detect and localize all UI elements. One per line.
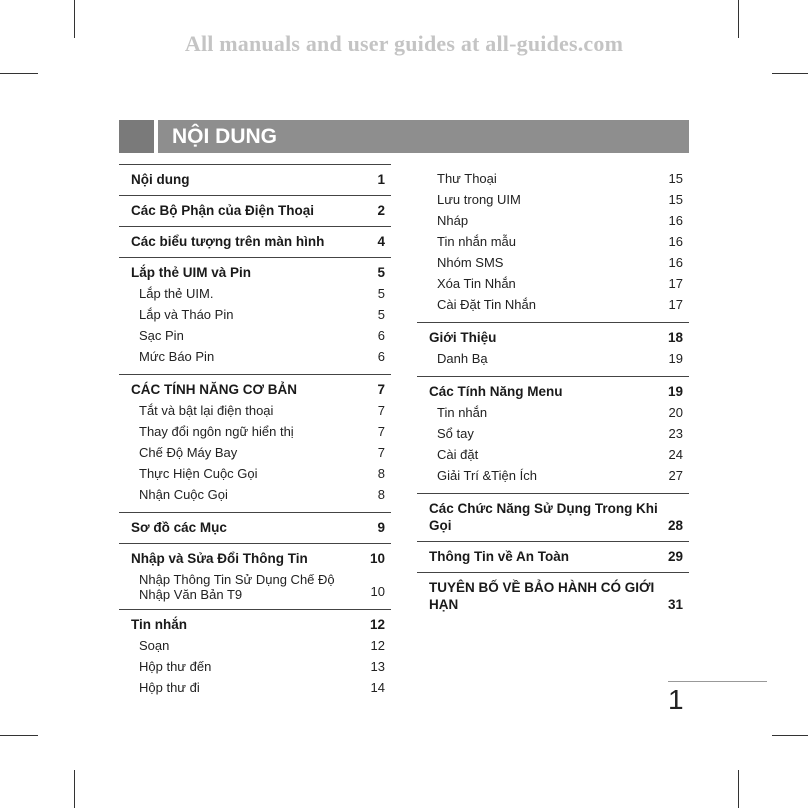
toc-subentry-title: Tin nhắn mẫu <box>437 234 517 249</box>
toc-entry[interactable] <box>119 550 391 567</box>
toc-left-column <box>119 164 391 705</box>
toc-section <box>417 493 689 541</box>
watermark: All manuals and user guides at all-guides.com <box>184 31 624 56</box>
toc-subentry-page: 7 <box>377 403 385 418</box>
toc-subentry[interactable] <box>119 346 391 367</box>
crop-mark <box>74 770 75 808</box>
crop-mark <box>0 73 38 74</box>
toc-entry-title: Các biểu tượng trên màn hình <box>131 234 325 249</box>
toc-subentry-page: 6 <box>377 349 385 364</box>
toc-entry-title: Giới Thiệu <box>429 330 497 345</box>
toc-section <box>417 376 689 493</box>
toc-entry-page: 31 <box>667 597 683 612</box>
toc-subentry[interactable] <box>119 442 391 463</box>
toc-subentry-page: 17 <box>668 276 683 291</box>
toc-entry-title: Tin nhắn <box>131 617 187 632</box>
toc-entry[interactable] <box>119 381 391 398</box>
toc-entry[interactable] <box>417 500 689 534</box>
toc-subentry-page: 8 <box>377 466 385 481</box>
toc-subentry[interactable] <box>417 168 689 189</box>
toc-subentry[interactable] <box>119 283 391 304</box>
toc-subentry[interactable] <box>119 484 391 505</box>
toc-subentry[interactable] <box>417 273 689 294</box>
toc-section <box>119 226 391 257</box>
toc-subentry[interactable] <box>417 348 689 369</box>
toc-entry-title: Nội dung <box>131 172 190 187</box>
toc-subentry-title: Cài đặt <box>437 447 479 462</box>
toc-subentry-page: 20 <box>668 405 683 420</box>
toc-subentry-page: 16 <box>668 255 683 270</box>
toc-subentry-page: 5 <box>377 307 385 322</box>
toc-subentry-title: Hộp thư đến <box>139 659 212 674</box>
header-accent-block <box>119 120 154 153</box>
toc-entry[interactable] <box>417 579 689 613</box>
toc-subentry-page: 5 <box>377 286 385 301</box>
toc-subentry[interactable] <box>417 231 689 252</box>
toc-entry[interactable] <box>119 233 391 250</box>
toc-subentry-title: Danh Bạ <box>437 351 488 366</box>
toc-subentry[interactable] <box>119 677 391 698</box>
toc-subentry-title: Chế Độ Máy Bay <box>139 445 238 460</box>
toc-subentry[interactable] <box>417 402 689 423</box>
toc-subentry-page: 13 <box>370 659 385 674</box>
toc-subentry-title: Thư Thoại <box>437 171 497 186</box>
toc-subentry[interactable] <box>417 465 689 486</box>
toc-subentry[interactable] <box>417 444 689 465</box>
toc-subentry-title: Nhóm SMS <box>437 255 504 270</box>
toc-subentry-page: 27 <box>668 468 683 483</box>
toc-subentry-title: Lắp thẻ UIM. <box>139 286 214 301</box>
toc-subentry-title: Giải Trí &Tiện Ích <box>437 468 537 483</box>
toc-entry-title: CÁC TÍNH NĂNG CƠ BẢN <box>131 382 298 397</box>
toc-subentry-title: Thực Hiện Cuộc Gọi <box>139 466 258 481</box>
toc-subentry-page: 12 <box>370 638 385 653</box>
page-title: NỘI DUNG <box>158 120 689 153</box>
toc-entry-title: Lắp thẻ UIM và Pin <box>131 265 252 280</box>
toc-subentry-title: Nhận Cuộc Gọi <box>139 487 228 502</box>
toc-entry[interactable] <box>417 548 689 565</box>
toc-entry[interactable] <box>119 519 391 536</box>
toc-entry-title: Sơ đồ các Mục <box>131 520 227 535</box>
toc-entry[interactable] <box>417 329 689 346</box>
toc-section <box>119 374 391 512</box>
toc-subentry-title: Lắp và Tháo Pin <box>139 307 234 322</box>
toc-subentry[interactable] <box>119 400 391 421</box>
toc-section <box>417 541 689 572</box>
crop-mark <box>0 735 38 736</box>
toc-section <box>119 512 391 543</box>
toc-subentry-page: 16 <box>668 213 683 228</box>
toc-subentry-title: Lưu trong UIM <box>437 192 521 207</box>
toc-entry-page: 9 <box>377 520 385 535</box>
toc-right-column <box>417 164 689 620</box>
toc-subentry-page: 8 <box>377 487 385 502</box>
toc-entry[interactable] <box>119 264 391 281</box>
toc-subentry[interactable] <box>119 304 391 325</box>
toc-subentry-title: Cài Đặt Tin Nhắn <box>437 297 536 312</box>
toc-subentry[interactable] <box>119 463 391 484</box>
toc-subentry-title: Tắt và bật lại điện thoại <box>139 403 274 418</box>
toc-subentry[interactable] <box>119 569 391 602</box>
toc-subentry-title: Hộp thư đi <box>139 680 200 695</box>
toc-entry-page: 4 <box>377 234 385 249</box>
toc-entry[interactable] <box>417 383 689 400</box>
toc-entry-title: Các Tính Năng Menu <box>429 384 563 399</box>
toc-entry[interactable] <box>119 616 391 633</box>
toc-section <box>417 322 689 376</box>
toc-subentry[interactable] <box>417 252 689 273</box>
toc-section <box>119 164 391 195</box>
toc-entry-title: TUYÊN BỐ VỀ BẢO HÀNH CÓ GIỚI HẠN <box>429 580 655 612</box>
toc-section <box>119 543 391 609</box>
toc-subentry[interactable] <box>119 656 391 677</box>
toc-subentry-page: 17 <box>668 297 683 312</box>
toc-subentry-page: 15 <box>668 171 683 186</box>
toc-entry[interactable] <box>119 202 391 219</box>
toc-subentry-page: 24 <box>668 447 683 462</box>
toc-subentry-page: 10 <box>370 584 385 599</box>
toc-subentry-title: Tin nhắn <box>437 405 488 420</box>
toc-subentry[interactable] <box>417 294 689 315</box>
toc-entry-page: 19 <box>667 384 683 399</box>
toc-section <box>119 257 391 374</box>
toc-subentry-title: Sạc Pin <box>139 328 184 343</box>
toc-entry-page: 7 <box>377 382 385 397</box>
toc-subentry[interactable] <box>417 423 689 444</box>
toc-subentry-page: 6 <box>377 328 385 343</box>
toc-subentry-page: 14 <box>370 680 385 695</box>
toc-subentry-title: Soạn <box>139 638 170 653</box>
footer-rule <box>668 681 767 682</box>
toc-subentry-title: Xóa Tin Nhắn <box>437 276 516 291</box>
crop-mark <box>738 770 739 808</box>
toc-entry-title: Nhập và Sửa Đổi Thông Tin <box>131 551 308 566</box>
toc-entry-page: 28 <box>667 518 683 533</box>
toc-section <box>417 572 689 620</box>
crop-mark <box>772 73 808 74</box>
toc-entry-page: 2 <box>377 203 385 218</box>
toc-entry-title: Thông Tin về An Toàn <box>429 549 569 564</box>
toc-subentry[interactable] <box>119 421 391 442</box>
toc-subentry-title: Mức Báo Pin <box>139 349 215 364</box>
toc-subentry-page: 23 <box>668 426 683 441</box>
toc-section <box>119 195 391 226</box>
toc-subentry-title: Nhập Thông Tin Sử Dụng Chế Độ Nhập Văn Bản T9 <box>139 572 335 602</box>
toc-subentry-page: 19 <box>668 351 683 366</box>
toc-subentry[interactable] <box>417 189 689 210</box>
toc-entry-title: Các Chức Năng Sử Dụng Trong Khi Gọi <box>429 501 658 533</box>
page-number: 1 <box>668 684 684 715</box>
toc-subentry[interactable] <box>119 325 391 346</box>
toc-entry-page: 5 <box>377 265 385 280</box>
toc-section <box>417 164 689 322</box>
crop-mark <box>772 735 808 736</box>
toc-subentry-page: 7 <box>377 424 385 439</box>
toc-entry-page: 29 <box>667 549 683 564</box>
toc-subentry[interactable] <box>417 210 689 231</box>
toc-entry-page: 12 <box>369 617 385 632</box>
toc-subentry-page: 15 <box>668 192 683 207</box>
toc-subentry-title: Sổ tay <box>437 426 474 441</box>
toc-subentry-page: 7 <box>377 445 385 460</box>
toc-subentry-page: 16 <box>668 234 683 249</box>
toc-subentry-title: Thay đổi ngôn ngữ hiển thị <box>139 424 294 439</box>
toc-subentry-title: Nháp <box>437 213 469 228</box>
toc-entry[interactable] <box>119 171 391 188</box>
toc-section <box>119 609 391 705</box>
toc-subentry[interactable] <box>119 635 391 656</box>
toc-entry-title: Các Bộ Phận của Điện Thoại <box>131 203 315 218</box>
toc-entry-page: 10 <box>369 551 385 566</box>
toc-entry-page: 1 <box>377 172 385 187</box>
toc-entry-page: 18 <box>667 330 683 345</box>
